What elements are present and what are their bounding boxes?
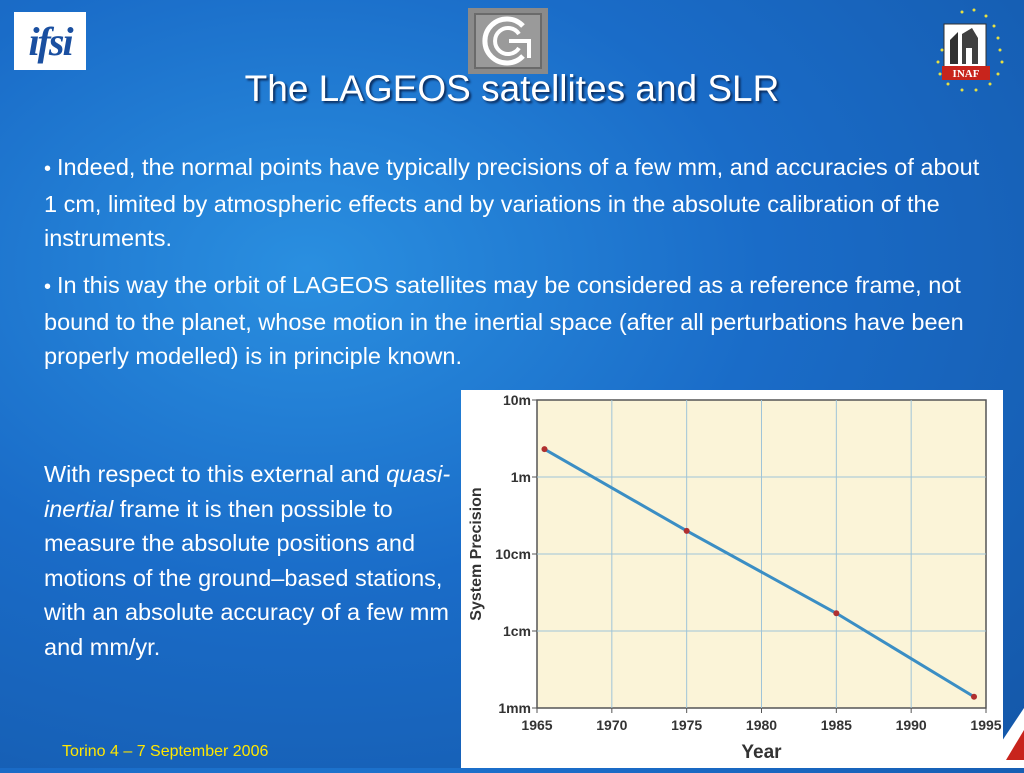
ifsi-logo [14, 12, 86, 70]
bullet-dot-icon: • [44, 158, 52, 180]
chart-svg [461, 390, 1003, 768]
x-tick-label: 1970 [596, 717, 628, 733]
x-tick-label: 1995 [970, 717, 1002, 733]
data-point [684, 528, 690, 534]
slide-title: The LAGEOS satellites and SLR [244, 68, 780, 109]
bullet-text: Indeed, the normal points have typically precisions of a few mm, and accuracies of about 1 cm, limited by atmospheric effects and by variations in the absolute calibration of the instruments. [44, 154, 980, 251]
bullet-item [44, 150, 984, 256]
side-paragraph [44, 457, 464, 664]
side-text-after: frame it is then possible to measure the absolute positions and motions of the ground–based stations, with an absolute accuracy of a few mm and mm/yr. [44, 495, 449, 660]
x-tick-label: 1965 [521, 717, 553, 733]
data-point [833, 610, 839, 616]
footer-text: Torino 4 – 7 September 2006 [62, 743, 269, 760]
bullet-dot-icon: • [44, 276, 52, 298]
cnr-logo-icon [473, 12, 543, 70]
x-tick-label: 1990 [895, 717, 927, 733]
y-tick-label: 1m [510, 469, 531, 485]
ifsi-logo-text: ifsi [28, 18, 72, 64]
x-tick-label: 1985 [820, 717, 852, 733]
x-tick-label: 1980 [745, 717, 778, 733]
x-tick-label: 1975 [671, 717, 703, 733]
data-point [541, 446, 547, 452]
bullet-item [44, 268, 984, 374]
corner-logo-icon [984, 708, 1024, 768]
y-tick-label: 10m [502, 392, 531, 408]
y-tick-label: 10cm [495, 546, 531, 562]
y-axis-label: System Precision [468, 487, 485, 621]
precision-chart [461, 390, 1003, 768]
x-axis-label: Year [741, 742, 782, 763]
cnr-logo [468, 8, 548, 74]
data-point [971, 694, 977, 700]
y-tick-label: 1cm [502, 623, 531, 639]
side-text-italic: quasi-inertial [44, 461, 451, 522]
y-tick-label: 1mm [498, 700, 531, 716]
bullet-text: In this way the orbit of LAGEOS satellites may be considered as a reference frame, not bound to the planet, whose motion in the inertial space (after all perturbations have been properly modelled) is in principle known. [44, 272, 964, 369]
inaf-label: INAF [952, 68, 980, 80]
side-text-before: With respect to this external and [44, 461, 387, 487]
